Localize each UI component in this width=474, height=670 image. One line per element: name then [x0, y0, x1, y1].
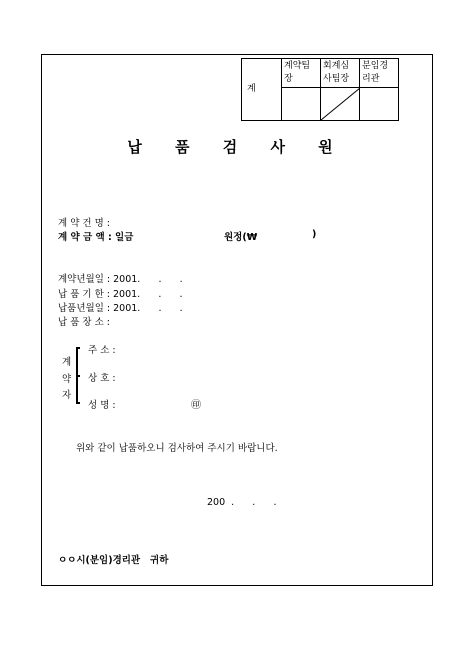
delivery-place-line: 납 품 장 소 :	[58, 317, 110, 328]
contractor-char-1: 계	[62, 357, 72, 368]
bracket-tick-mid	[76, 375, 80, 377]
approval-header-1: 계약팀장	[282, 59, 321, 88]
contractor-address-label: 주 소 :	[88, 345, 116, 356]
contractor-company-label: 상 호 :	[88, 373, 116, 384]
approval-header-2: 회계심사팀장	[321, 59, 360, 88]
bracket-tick-top	[76, 347, 80, 349]
approval-sign-2	[321, 88, 360, 121]
contractor-name-label: 성 명 :	[88, 400, 116, 411]
contract-amount-suffix: 원정(₩	[224, 232, 258, 243]
approval-header-3: 분임경리관	[360, 59, 399, 88]
contract-amount-close: )	[312, 229, 317, 240]
seal-mark: ㊞	[191, 400, 201, 411]
approval-sign-3	[360, 88, 399, 121]
contractor-char-2: 약	[62, 374, 72, 385]
request-statement: 위와 같이 납품하오니 검사하여 주시기 바랍니다.	[76, 443, 278, 454]
approval-sign-1	[282, 88, 321, 121]
contractor-char-3: 자	[62, 390, 72, 401]
approval-side-label: 계	[242, 59, 282, 121]
contract-name-label: 계 약 건 명 :	[58, 218, 110, 229]
document-date: 200 . . .	[207, 497, 277, 508]
contract-amount-label: 계 약 금 액 : 일금	[58, 232, 134, 243]
contract-date-line: 계약년월일 : 2001. . .	[58, 274, 183, 285]
recipient-line: ㅇㅇ시(분임)경리관 귀하	[58, 555, 169, 566]
delivery-date-line: 납품년월일 : 2001. . .	[58, 303, 183, 314]
delivery-deadline-line: 납 품 기 한 : 2001. . .	[58, 289, 183, 300]
bracket-tick-bottom	[76, 402, 80, 404]
document-title: 납 품 검 사 원	[127, 138, 347, 156]
diagonal-line	[321, 88, 360, 120]
approval-table	[241, 58, 399, 121]
